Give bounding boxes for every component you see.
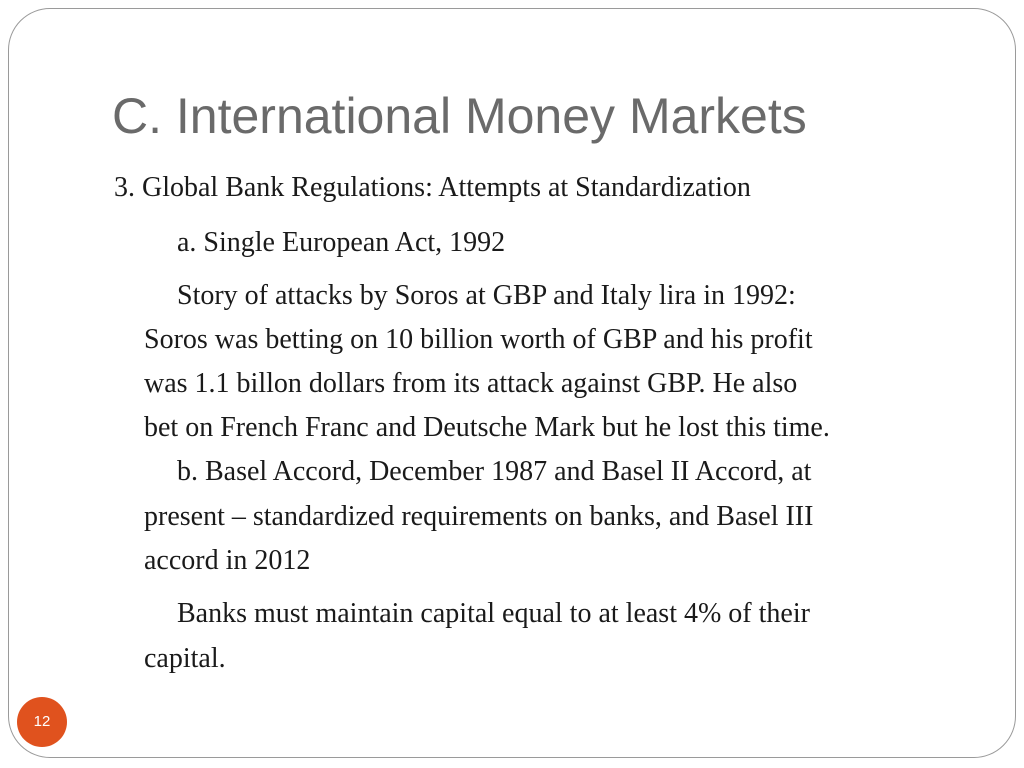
paragraph-capital-line-1: Banks must maintain capital equal to at least 4% of their <box>177 598 810 629</box>
paragraph-soros-line-2: Soros was betting on 10 billion worth of GBP and his profit <box>144 324 813 355</box>
subpoint-single-european-act: a. Single European Act, 1992 <box>177 227 506 258</box>
subpoint-basel-accord-line-3: accord in 2012 <box>144 545 311 576</box>
slide-title: C. International Money Markets <box>112 88 807 144</box>
subpoint-basel-accord-line-1: b. Basel Accord, December 1987 and Basel II Accord, at <box>177 456 812 487</box>
paragraph-soros-line-3: was 1.1 billon dollars from its attack against GBP. He also <box>144 368 798 399</box>
subpoint-basel-accord-line-2: present – standardized requirements on banks, and Basel III <box>144 501 814 532</box>
page-number-badge: 12 <box>17 697 67 747</box>
paragraph-soros-line-4: bet on French Franc and Deutsche Mark but he lost this time. <box>144 412 830 443</box>
paragraph-capital-line-2: capital. <box>144 643 226 674</box>
heading-global-bank-regulations: 3. Global Bank Regulations: Attempts at Standardization <box>114 172 751 203</box>
paragraph-soros-line-1: Story of attacks by Soros at GBP and Italy lira in 1992: <box>177 280 796 311</box>
